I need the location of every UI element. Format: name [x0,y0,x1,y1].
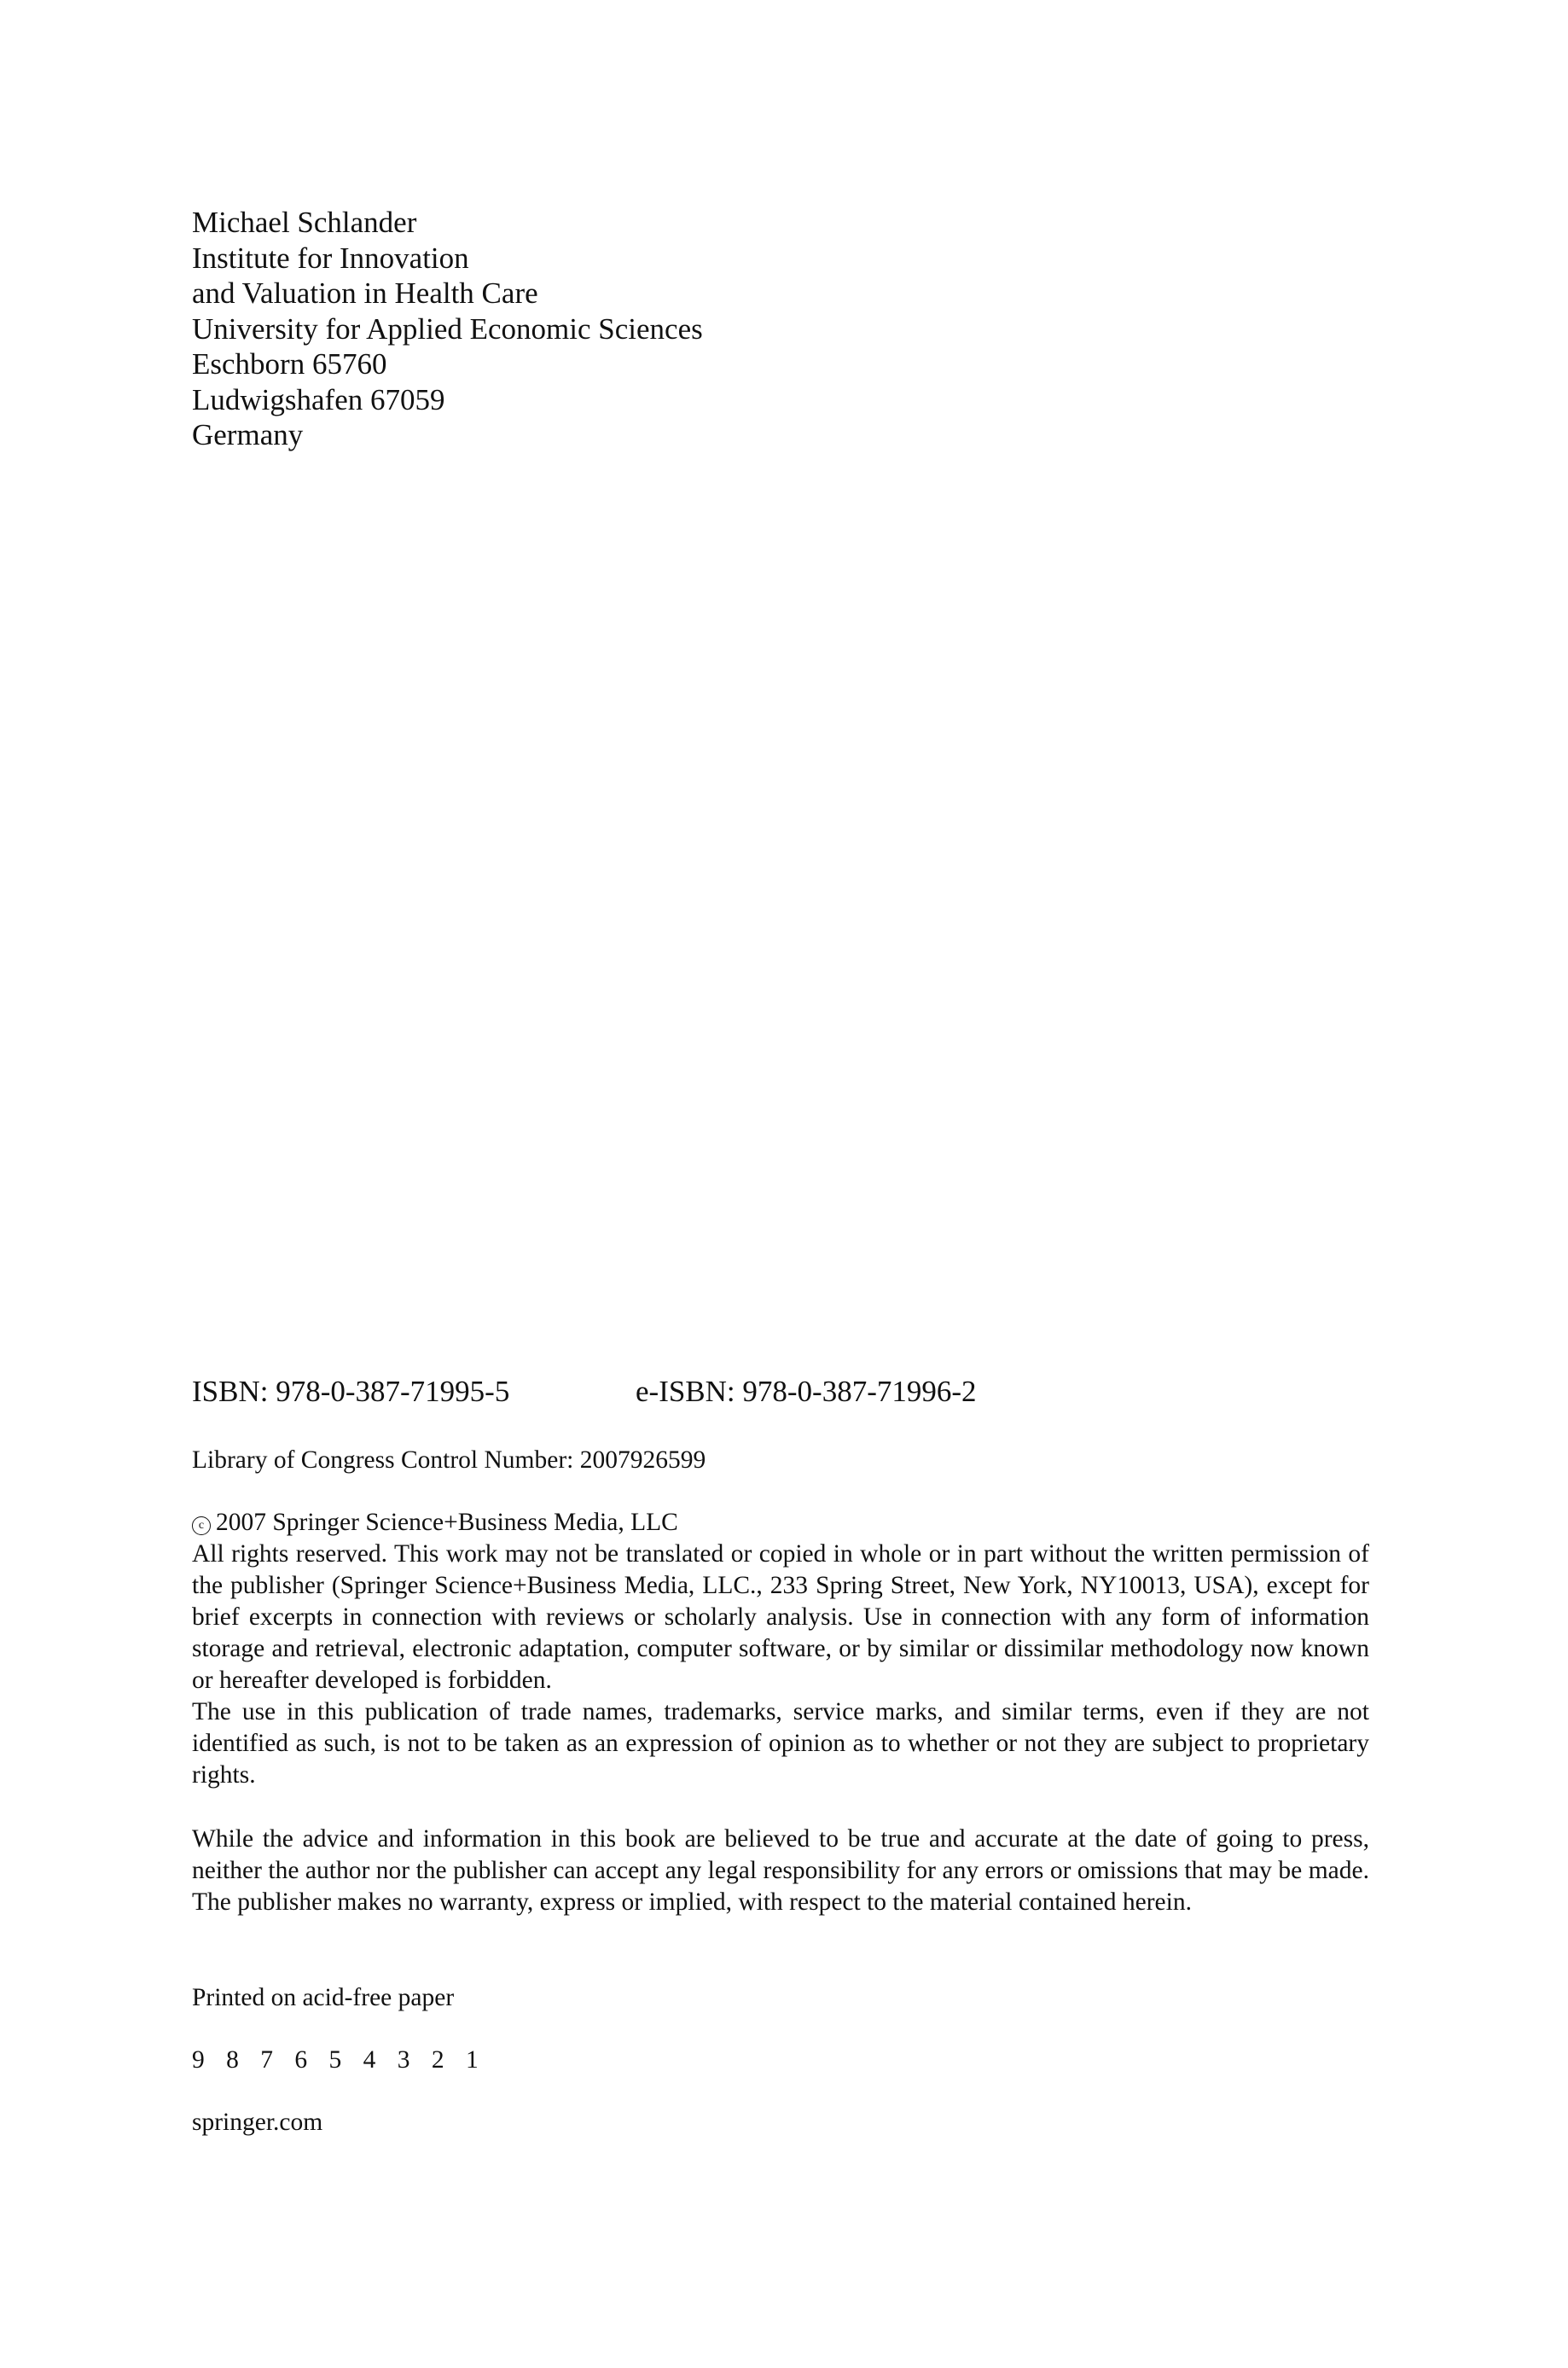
isbn-row [192,1375,977,1409]
printed-note-block [192,1982,1369,2014]
disclaimer-block [192,1824,1369,1918]
website-text: springer.com [192,2109,323,2136]
isbn-print: ISBN: 978-0-387-71995-5 [192,1375,510,1408]
disclaimer-paragraph: While the advice and information in this book are believed to be true and accurate at the date of going to press, neither the author nor the publisher can accept any legal responsibility for any errors or omissions that may be made. The publisher makes no warranty, express or implied, with respect to the material contained herein. [192,1825,1369,1916]
author-name: Michael Schlander [192,206,417,239]
rights-paragraph: All rights reserved. This work may not be translated or copied in whole or in part without the written permission of the publisher (Springer Science+Business Media, LLC., 233 Spring Street, New York, NY10013, USA), except for brief excerpts in connection with reviews or scholarly analysis. Use in connection with any form of information storage and retrieval, electronic adaptation, computer software, or by similar or dissimilar methodology now known or hereafter developed is forbidden. [192,1540,1369,1694]
address-country: Germany [192,418,304,451]
print-line: 9 8 7 6 5 4 3 2 1 [192,2046,479,2074]
address-line: Eschborn 65760 [192,347,387,381]
copyright-holder: 2007 Springer Science+Business Media, LLC [216,1509,678,1536]
printed-note: Printed on acid-free paper [192,1984,455,2011]
address-line: and Valuation in Health Care [192,276,538,310]
address-line: University for Applied Economic Sciences [192,311,703,346]
copyright-line [192,1507,1369,1539]
print-line-block [192,2045,1369,2076]
website-block [192,2107,1369,2138]
isbn-electronic: e-ISBN: 978-0-387-71996-2 [636,1375,977,1408]
address-line: Institute for Innovation [192,241,469,275]
lccn-block [192,1445,1369,1476]
trademark-paragraph: The use in this publication of trade names, trademarks, service marks, and similar terms, even if they are not identified as such, is not to be taken as an expression of opinion as to whether or not they are subject to proprietary rights. [192,1698,1369,1789]
copyright-block [192,1507,1369,1791]
author-address [192,205,1045,453]
lccn-text: Library of Congress Control Number: 2007926599 [192,1446,706,1474]
copyright-symbol-icon: c [192,1516,211,1535]
address-line: Ludwigshafen 67059 [192,382,445,416]
